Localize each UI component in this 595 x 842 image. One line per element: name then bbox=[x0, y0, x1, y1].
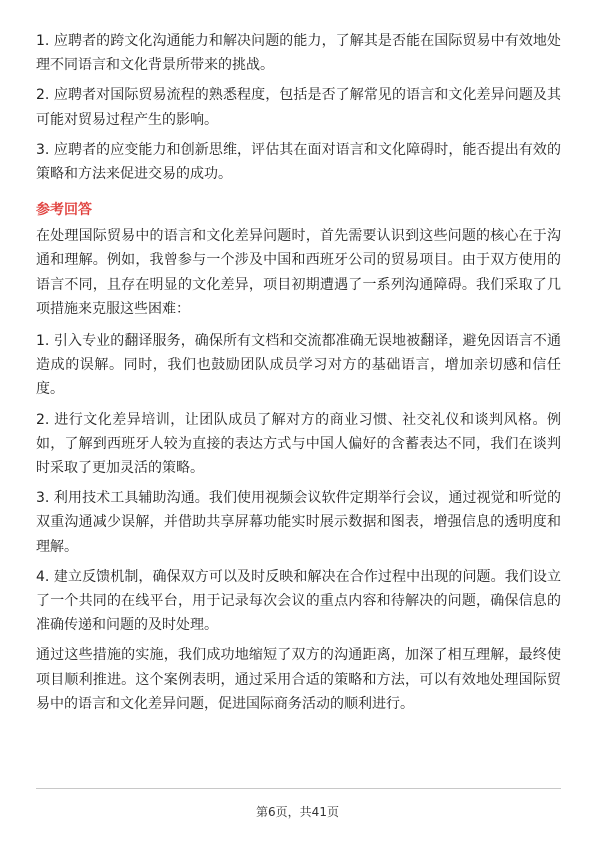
footer-divider bbox=[36, 788, 561, 789]
measure-item-3: 3. 利用技术工具辅助沟通。我们使用视频会议软件定期举行会议，通过视觉和听觉的双重沟通减少误解，并借助共享屏幕功能实时展示数据和图表，增强信息的透明度和理解。 bbox=[36, 490, 561, 555]
page-number: 第6页，共41页 bbox=[256, 805, 339, 819]
answer-conclusion: 通过这些措施的实施，我们成功地缩短了双方的沟通距离，加深了相互理解，最终使项目顺利推进。这个案例表明，通过采用合适的策略和方法，可以有效地处理国际贸易中的语言和文化差异问题，促进国际商务活动的顺利进行。 bbox=[36, 647, 561, 712]
measure-item-4: 4. 建立反馈机制，确保双方可以及时反映和解决在合作过程中出现的问题。我们设立了一个共同的在线平台，用于记录每次会议的重点内容和待解决的问题，确保信息的准确传递和问题的及时处理。 bbox=[36, 568, 561, 634]
page-content bbox=[36, 29, 561, 722]
criteria-item-1: 1. 应聘者的跨文化沟通能力和解决问题的能力，了解其是否能在国际贸易中有效地处理不同语言和文化背景所带来的挑战。 bbox=[36, 33, 561, 74]
criteria-item-2: 2. 应聘者对国际贸易流程的熟悉程度，包括是否了解常见的语言和文化差异问题及其可能对贸易过程产生的影响。 bbox=[36, 87, 561, 128]
answer-intro: 在处理国际贸易中的语言和文化差异问题时，首先需要认识到这些问题的核心在于沟通和理解。例如，我曾参与一个涉及中国和西班牙公司的贸易项目。由于双方使用的语言不同，且存在明显的文化差异，项目初期遭遇了一系列沟通障碍。我们采取了几项措施来克服这些困难： bbox=[36, 228, 561, 317]
criteria-item-3: 3. 应聘者的应变能力和创新思维，评估其在面对语言和文化障碍时，能否提出有效的策略和方法来促进交易的成功。 bbox=[36, 141, 561, 183]
measure-item-1: 1. 引入专业的翻译服务，确保所有文档和交流都准确无误地被翻译，避免因语言不通造成的误解。同时，我们也鼓励团队成员学习对方的基础语言，增加亲切感和信任度。 bbox=[36, 333, 561, 398]
measure-item-2: 2. 进行文化差异培训，让团队成员了解对方的商业习惯、社交礼仪和谈判风格。例如，了解到西班牙人较为直接的表达方式与中国人偏好的含蓄表达不同，我们在谈判时采取了更加灵活的策略。 bbox=[36, 411, 561, 477]
reference-answer-heading: 参考回答 bbox=[36, 202, 92, 219]
